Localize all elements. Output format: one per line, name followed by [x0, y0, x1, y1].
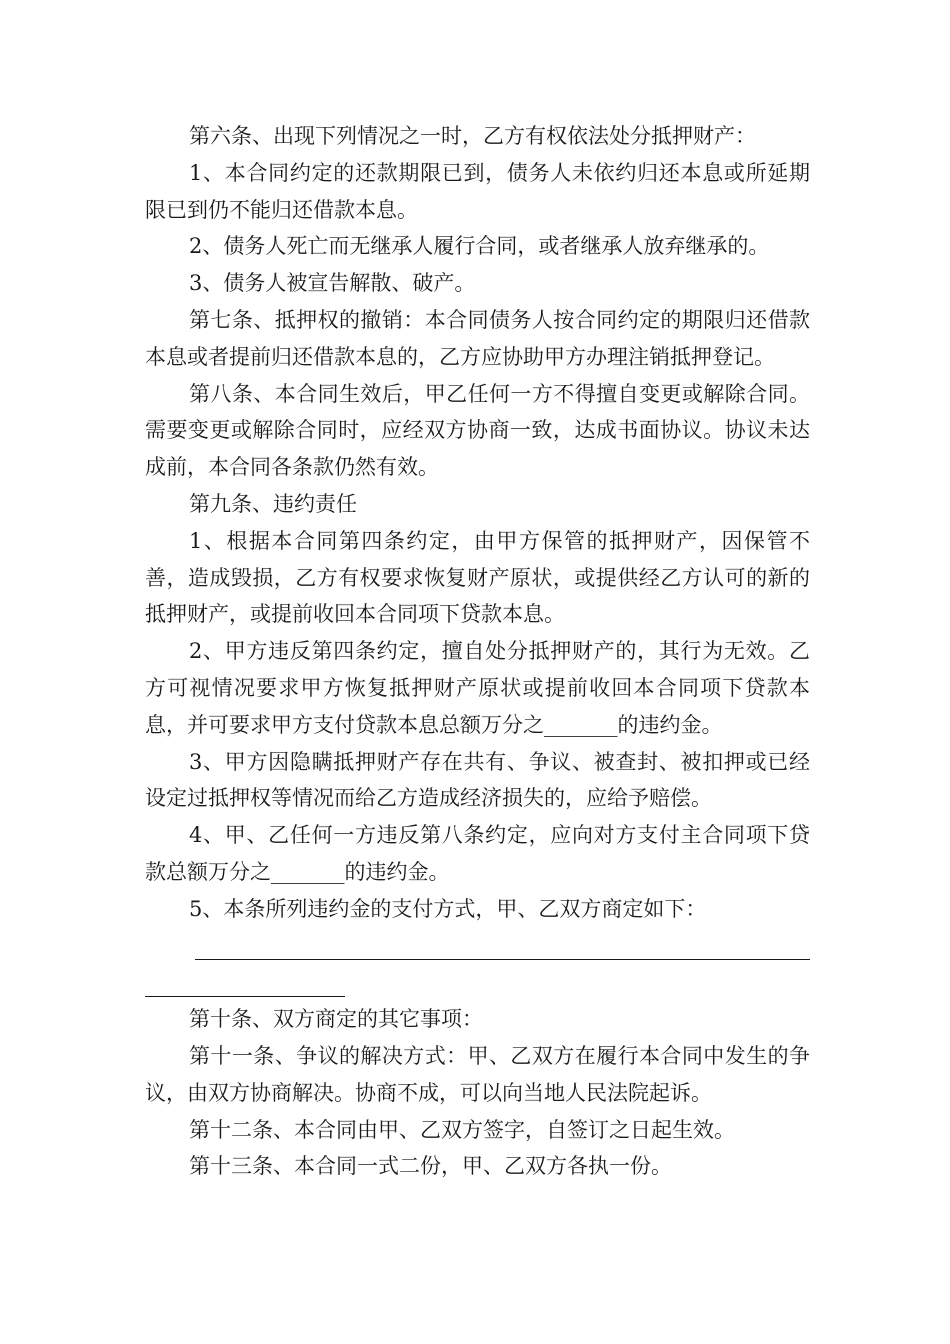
clause-6-item-1: 1、本合同约定的还款期限已到，债务人未依约归还本息或所延期限已到仍不能归还借款本息。: [145, 160, 810, 222]
clause-9-item-3: 3、甲方因隐瞒抵押财产存在共有、争议、被查封、被扣押或已经设定过抵押权等情况而给乙方造成经济损失的，应给予赔偿。: [145, 749, 810, 811]
clause-13: 第十三条、本合同一式二份，甲、乙双方各执一份。: [189, 1154, 672, 1179]
contract-body: [145, 118, 810, 1185]
clause-6-item-3: 3、债务人被宣告解散、破产。: [189, 271, 476, 296]
clause-8: 第八条、本合同生效后，甲乙任何一方不得擅自变更或解除合同。需要变更或解除合同时，应经双方协商一致，达成书面协议。协议未达成前，本合同各条款仍然有效。: [145, 381, 810, 480]
clause-12: 第十二条、本合同由甲、乙双方签字，自签订之日起生效。: [189, 1117, 735, 1142]
fill-in-blank-line: [145, 928, 810, 1002]
blank-rule-short: [145, 996, 345, 997]
blank-rule-long: [195, 959, 810, 960]
clause-11: 第十一条、争议的解决方式：甲、乙双方在履行本合同中发生的争议，由双方协商解决。协商不成，可以向当地人民法院起诉。: [145, 1043, 810, 1105]
clause-9-item-1: 1、根据本合同第四条约定，由甲方保管的抵押财产，因保管不善，造成毁损，乙方有权要求恢复财产原状，或提供经乙方认可的新的抵押财产，或提前收回本合同项下贷款本息。: [145, 528, 810, 627]
clause-6-item-2: 2、债务人死亡而无继承人履行合同，或者继承人放弃继承的。: [189, 234, 770, 259]
clause-9-item-2: 2、甲方违反第四条约定，擅自处分抵押财产的，其行为无效。乙方可视情况要求甲方恢复抵押财产原状或提前收回本合同项下贷款本息，并可要求甲方支付贷款本息总额万分之_______的违约金。: [145, 639, 810, 737]
clause-7: 第七条、抵押权的撤销：本合同债务人按合同约定的期限归还借款本息或者提前归还借款本息的，乙方应协助甲方办理注销抵押登记。: [145, 307, 810, 369]
clause-9-heading: 第九条、违约责任: [189, 491, 357, 516]
clause-10: 第十条、双方商定的其它事项：: [189, 1007, 483, 1032]
clause-9-item-4: 4、甲、乙任何一方违反第八条约定，应向对方支付主合同项下贷款总额万分之_______的违约金。: [145, 823, 810, 884]
clause-9-item-5: 5、本条所列违约金的支付方式，甲、乙双方商定如下：: [189, 896, 707, 921]
clause-6-heading: 第六条、出现下列情况之一时，乙方有权依法处分抵押财产：: [189, 124, 756, 148]
